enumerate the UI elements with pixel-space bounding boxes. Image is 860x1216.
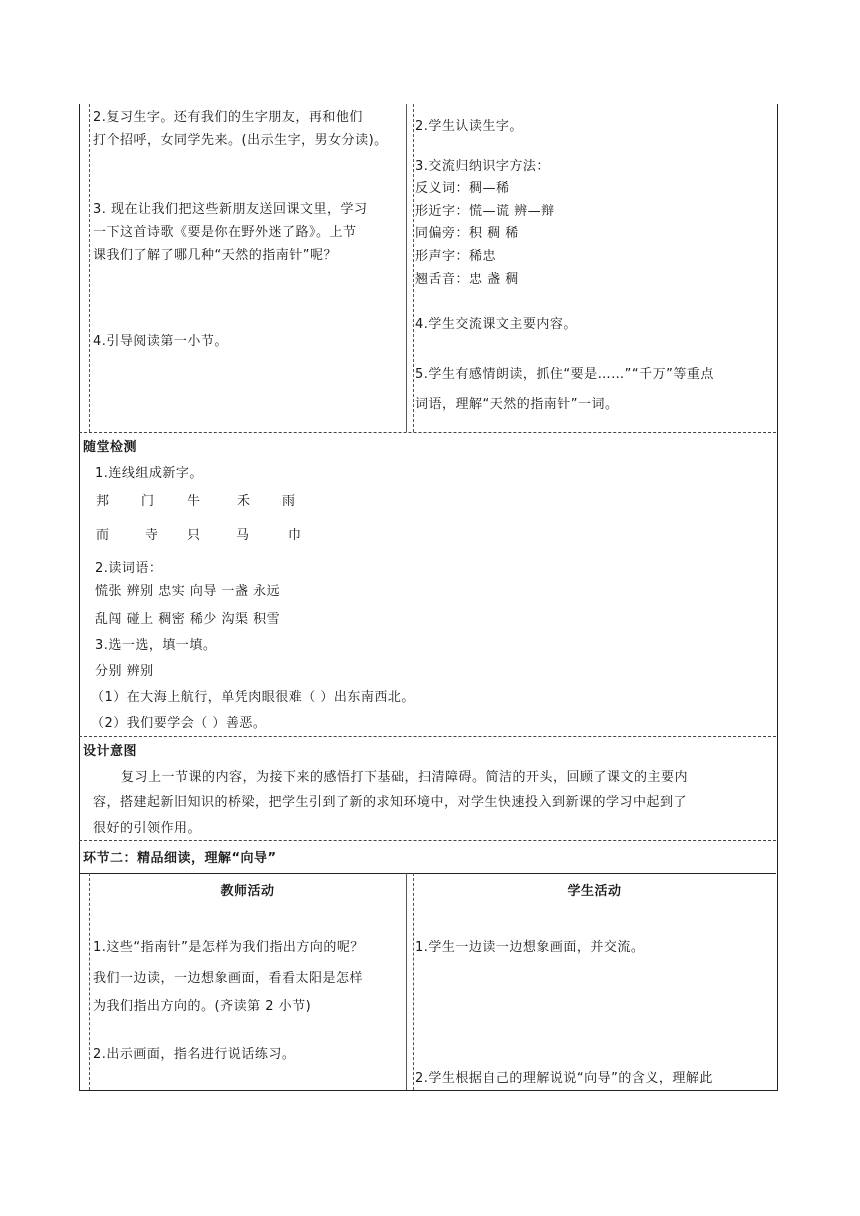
design-line1: 复习上一节课的内容，为接下来的感悟打下基础，扫清障碍。简洁的开头，回顾了课文的主要内 xyxy=(121,770,689,785)
char-row2-3: 马 xyxy=(236,528,250,543)
row-divider xyxy=(79,736,776,737)
design-line2: 容，搭建起新旧知识的桥梁，把学生引到了新的求知环境中，对学生快速投入到新课的学习中起到了 xyxy=(93,795,688,810)
student-item-2: 2.学生认读生字。 xyxy=(415,119,523,134)
left-inner-border xyxy=(89,104,90,432)
teacher-item-2-line2: 打个招呼，女同学先来。(出示生字，男女分读)。 xyxy=(93,133,388,148)
fill-blank-1: （1）在大海上航行，单凭肉眼很难（ ）出东南西北。 xyxy=(91,690,415,705)
teacher-item-3-line3: 课我们了解了哪几种“天然的指南针”呢？ xyxy=(93,248,337,263)
quiz-q2: 2.读词语： xyxy=(95,561,163,576)
stage2-student-1: 1.学生一边读一边想象画面，并交流。 xyxy=(415,940,645,955)
stage2-title: 环节二：精品细读，理解“向导” xyxy=(83,851,277,866)
words-line1: 慌张 辨别 忠实 向导 一盏 永远 xyxy=(95,584,281,599)
teacher-activity-header: 教师活动 xyxy=(220,884,275,899)
radical-line: 同偏旁：积 稠 稀 xyxy=(415,226,519,241)
left-inner-border xyxy=(89,873,90,1090)
design-title: 设计意图 xyxy=(83,744,138,759)
char-row2-4: 巾 xyxy=(288,528,302,543)
column-divider xyxy=(406,873,407,1090)
teacher-item-4: 4.引导阅读第一小节。 xyxy=(93,334,228,349)
stage2-student-2: 2.学生根据自己的理解说说“向导”的含义，理解此 xyxy=(415,1071,713,1086)
char-row2-1: 寺 xyxy=(145,528,159,543)
words-line2: 乱闯 碰上 稠密 稀少 沟渠 积雪 xyxy=(95,612,281,627)
char-row1-1: 门 xyxy=(141,494,155,509)
char-row1-3: 禾 xyxy=(237,494,251,509)
similar-chars-line: 形近字：慌—谎 辨—辩 xyxy=(415,204,555,219)
choice-words: 分别 辨别 xyxy=(95,664,154,679)
row-divider xyxy=(79,432,776,433)
teacher-item-3-line2: 一下这首诗歌《要是你在野外迷了路》。上节 xyxy=(93,225,357,240)
column-divider xyxy=(406,104,407,432)
student-item-5-line2: 词语，理解“天然的指南针”一词。 xyxy=(415,397,619,412)
student-item-3-title: 3.交流归纳识字方法： xyxy=(415,159,550,174)
design-line3: 很好的引领作用。 xyxy=(93,821,202,836)
right-inner-border xyxy=(413,104,414,432)
row-divider xyxy=(79,840,776,841)
student-activity-header: 学生活动 xyxy=(567,884,622,899)
stage2-teacher-1-line2: 我们一边读，一边想象画面，看看太阳是怎样 xyxy=(93,971,364,986)
stage2-teacher-1-line3: 为我们指出方向的。(齐读第 2 小节) xyxy=(93,999,312,1014)
teacher-item-3-line1: 3. 现在让我们把这些新朋友送回课文里，学习 xyxy=(93,202,368,217)
right-inner-border xyxy=(413,873,414,1090)
quiz-title: 随堂检测 xyxy=(83,440,138,455)
stage2-teacher-2: 2.出示画面，指名进行说话练习。 xyxy=(93,1047,296,1062)
teacher-item-2-line1: 2.复习生字。还有我们的生字朋友，再和他们 xyxy=(93,110,363,125)
char-row2-2: 只 xyxy=(187,528,201,543)
stage2-teacher-1-line1: 1.这些“指南针”是怎样为我们指出方向的呢？ xyxy=(93,940,364,955)
quiz-q1: 1.连线组成新字。 xyxy=(95,466,203,481)
phonetic-line: 形声字：稀忠 xyxy=(415,249,497,264)
row-divider xyxy=(79,873,776,874)
char-row2-0: 而 xyxy=(96,528,110,543)
char-row1-4: 雨 xyxy=(282,494,296,509)
quiz-q3: 3.选一选，填一填。 xyxy=(95,638,217,653)
antonym-line: 反义词：稠—稀 xyxy=(415,181,510,196)
student-item-5-line1: 5.学生有感情朗读，抓住“要是……”“千万”等重点 xyxy=(415,367,714,382)
char-row1-2: 牛 xyxy=(187,494,201,509)
student-item-4: 4.学生交流课文主要内容。 xyxy=(415,317,577,332)
retroflex-line: 翘舌音：忠 盏 稠 xyxy=(415,272,519,287)
fill-blank-2: （2）我们要学会（ ）善恶。 xyxy=(91,716,267,731)
char-row1-0: 邦 xyxy=(96,494,110,509)
